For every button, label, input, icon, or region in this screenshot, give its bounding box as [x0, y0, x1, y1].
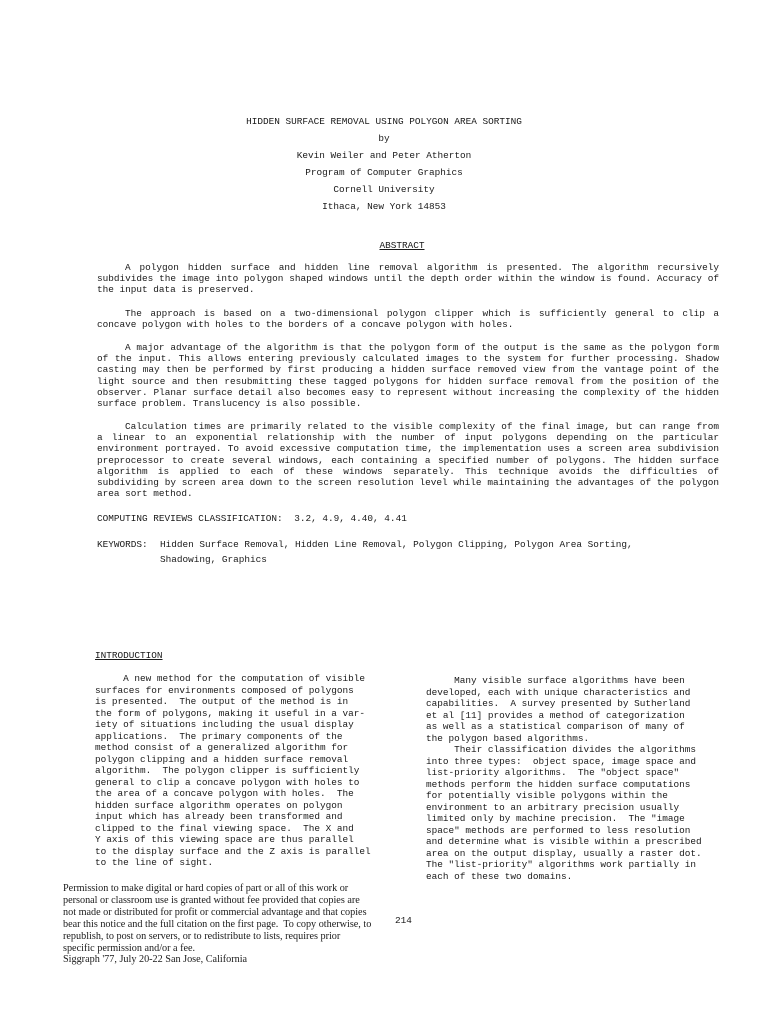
introduction-left-column: A new method for the computation of visible surfaces for environments composed of polygons is presented. The output of the method is in the form of polygons, making it useful in a var- iety of situations including the usual display applications. The primary components of the method consist of a generalized algorithm for polygon clipping and a hidden surface removal algorithm. The polygon clipper is sufficiently general to clip a concave polygon with holes to the area of a concave polygon with holes. The hidden surface algorithm operates on polygon input which has already been transformed and clipped to the final viewing space. The X and Y axis of this viewing space are thus parallel to the display surface and the Z axis is parallel to the line of sight.: [95, 673, 371, 868]
keywords-line-1: Hidden Surface Removal, Hidden Line Removal, Polygon Clipping, Polygon Area Sorting,: [160, 539, 633, 550]
keywords-label: KEYWORDS:: [97, 539, 148, 550]
keywords: [97, 537, 633, 567]
computing-reviews-classification: [97, 513, 407, 524]
abstract-paragraph-3: A major advantage of the algorithm is that the polygon form of the output is the same as the polygon form of the input. This allows entering previously calculated images to the system for further processing. Shadow casting may then be performed by first producing a hidden surface removed view from the vantage point of the light source and then resubmitting these tagged polygons for hidden surface removal from the position of the observer. Planar surface detail also becomes easy to represent without increasing the complexity of the hidden surface problem. Translucency is also possible.: [97, 342, 719, 410]
abstract-heading: ABSTRACT: [379, 240, 425, 251]
authors: Kevin Weiler and Peter Atherton: [296, 150, 472, 161]
page-number: 214: [395, 915, 412, 926]
affiliation-university: Cornell University: [333, 184, 435, 195]
abstract-paragraph-4: Calculation times are primarily related to the visible complexity of the final image, but can range from a linear to an exponential relationship with the number of input polygons depending on the particular environment portrayed. To avoid excessive computation time, the implementation uses a screen area subdivision preprocessor to create several windows, each containing a specified number of polygons. The hidden surface algorithm is applied to each of these windows separately. This technique avoids the difficulties of subdividing by screen area down to the screen resolution level while maintaining the advantages of the polygon area sort method.: [97, 421, 719, 500]
permission-notice: Permission to make digital or hard copies of part or all of this work or personal or classroom use is granted without fee provided that copies are not made or distributed for profit or commercial advantage and that copies bear this notice and the full citation on the first page. To copy otherwise, to republish, to post on servers, or to redistribute to lists, requires prior specific permission and/or a fee. Siggraph '77, July 20-22 San Jose, California: [63, 883, 372, 966]
abstract-paragraph-1: A polygon hidden surface and hidden line removal algorithm is presented. The algorithm recursively subdivides the image into polygon shaped windows until the depth order within the window is found. Accuracy of the input data is preserved.: [97, 262, 719, 296]
title-block: [0, 113, 768, 215]
affiliation-location: Ithaca, New York 14853: [322, 201, 446, 212]
keywords-line-2: Shadowing, Graphics: [160, 554, 267, 565]
paper-title: HIDDEN SURFACE REMOVAL USING POLYGON AREA SORTING: [246, 116, 522, 127]
classification-label: COMPUTING REVIEWS CLASSIFICATION:: [97, 513, 283, 524]
introduction-right-column: Many visible surface algorithms have been developed, each with unique characteristics and capabilities. A survey presented by Sutherland et al [11] provides a method of categorization as well as a statistical comparison of many of the polygon based algorithms. Their classification divides the algorithms into three types: object space, image space and list-priority algorithms. The "object space" methods perform the hidden surface computations for potentially visible polygons within the environment to an arbitrary precision usually limited only by machine precision. The "image space" methods are performed to less resolution and determine what is visible within a prescribed area on the output display, usually a raster dot. The "list-priority" algorithms work partially in each of these two domains.: [426, 675, 702, 882]
by-line: by: [378, 133, 390, 144]
introduction-heading: INTRODUCTION: [95, 650, 163, 661]
classification-codes: 3.2, 4.9, 4.40, 4.41: [294, 513, 407, 524]
affiliation-program: Program of Computer Graphics: [305, 167, 463, 178]
abstract-paragraph-2: The approach is based on a two-dimensional polygon clipper which is sufficiently general to clip a concave polygon with holes to the borders of a concave polygon with holes.: [97, 308, 719, 331]
